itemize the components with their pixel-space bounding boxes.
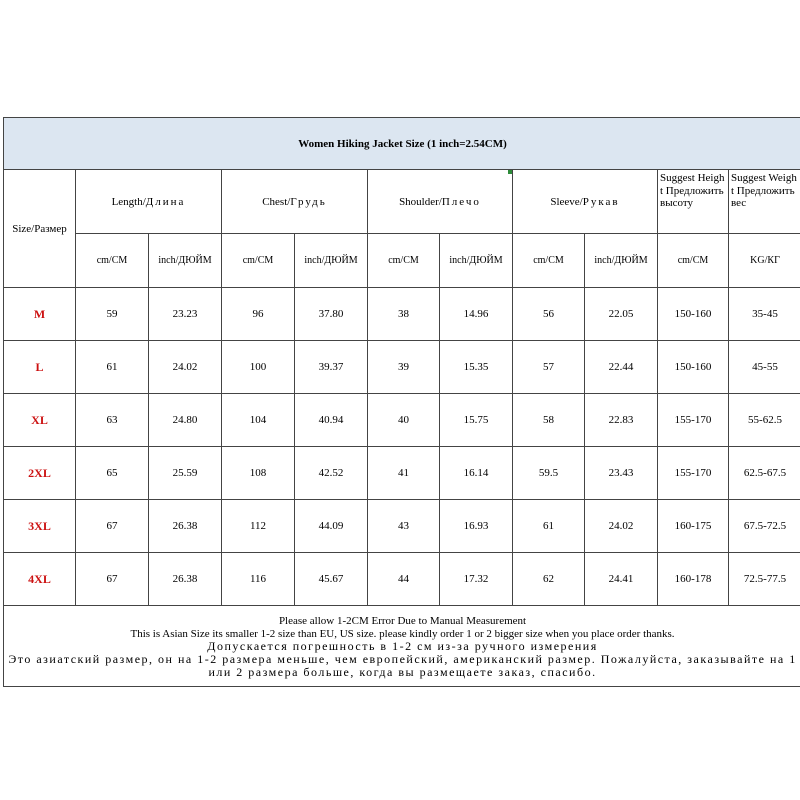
shoulder-inch-cell: 14.96 — [440, 288, 513, 341]
table-title: Women Hiking Jacket Size (1 inch=2.54CM) — [4, 118, 800, 170]
weight-range-cell: 45-55 — [729, 341, 800, 394]
chest-cm-cell: 108 — [222, 447, 295, 500]
suggest-height-header: Suggest Height Предложить высоту — [658, 170, 729, 234]
length-inch-cell: 25.59 — [149, 447, 222, 500]
length-inch-cell: 24.02 — [149, 341, 222, 394]
sleeve-inch-subheader: inch/ДЮЙМ — [585, 234, 658, 288]
length-cm-cell: 67 — [76, 500, 149, 553]
weight-range-cell: 35-45 — [729, 288, 800, 341]
chest-cm-subheader: cm/СМ — [222, 234, 295, 288]
table-row — [4, 553, 800, 606]
sleeve-cm-subheader: cm/СМ — [513, 234, 585, 288]
weight-range-cell: 55-62.5 — [729, 394, 800, 447]
size-chart — [3, 117, 797, 682]
size-table — [3, 117, 800, 687]
size-label-cell: 4XL — [4, 553, 76, 606]
table-row — [4, 288, 800, 341]
chest-inch-subheader: inch/ДЮЙМ — [295, 234, 368, 288]
chest-cm-cell: 104 — [222, 394, 295, 447]
length-cm-cell: 59 — [76, 288, 149, 341]
size-label-cell: M — [4, 288, 76, 341]
shoulder-cm-cell: 41 — [368, 447, 440, 500]
footer-note — [4, 606, 800, 687]
shoulder-inch-cell: 16.93 — [440, 500, 513, 553]
height-range-cell: 160-175 — [658, 500, 729, 553]
chest-inch-cell: 42.52 — [295, 447, 368, 500]
length-inch-cell: 26.38 — [149, 553, 222, 606]
chest-cm-cell: 112 — [222, 500, 295, 553]
suggest-weight-header: Suggest Weight Предложить вес — [729, 170, 800, 234]
size-label-cell: 3XL — [4, 500, 76, 553]
weight-range-cell: 72.5-77.5 — [729, 553, 800, 606]
height-range-cell: 150-160 — [658, 288, 729, 341]
sleeve-cm-cell: 59.5 — [513, 447, 585, 500]
size-label-cell: 2XL — [4, 447, 76, 500]
length-cm-cell: 63 — [76, 394, 149, 447]
table-row — [4, 447, 800, 500]
footer-line-4: Это азиатский размер, он на 1-2 размера меньше, чем европейский, американский размер. Пожалуйста, заказывайте на 1 или 2 размера больше, когда вы размещаете заказ, спасибо. — [8, 652, 797, 679]
size-label-cell: L — [4, 341, 76, 394]
footer-line-3: Допускается погрешность в 1-2 см из-за ручного измерения — [207, 639, 598, 653]
sleeve-cm-cell: 56 — [513, 288, 585, 341]
sleeve-cm-cell: 62 — [513, 553, 585, 606]
length-inch-subheader: inch/ДЮЙМ — [149, 234, 222, 288]
chest-header: Chest/Грудь — [222, 170, 368, 234]
chest-inch-cell: 37.80 — [295, 288, 368, 341]
height-range-cell: 160-178 — [658, 553, 729, 606]
shoulder-inch-cell: 16.14 — [440, 447, 513, 500]
size-header: Size/Размер — [4, 170, 76, 288]
height-range-cell: 155-170 — [658, 447, 729, 500]
shoulder-cm-cell: 43 — [368, 500, 440, 553]
chest-cm-cell: 96 — [222, 288, 295, 341]
size-label-cell: XL — [4, 394, 76, 447]
shoulder-cm-subheader: cm/СМ — [368, 234, 440, 288]
length-cm-cell: 67 — [76, 553, 149, 606]
shoulder-inch-cell: 15.75 — [440, 394, 513, 447]
length-inch-cell: 26.38 — [149, 500, 222, 553]
sleeve-inch-cell: 22.83 — [585, 394, 658, 447]
length-inch-cell: 24.80 — [149, 394, 222, 447]
shoulder-cm-cell: 44 — [368, 553, 440, 606]
shoulder-inch-subheader: inch/ДЮЙМ — [440, 234, 513, 288]
sleeve-header: Sleeve/Рукав — [513, 170, 658, 234]
height-range-cell: 155-170 — [658, 394, 729, 447]
length-inch-cell: 23.23 — [149, 288, 222, 341]
table-row — [4, 341, 800, 394]
height-cm-subheader: cm/СМ — [658, 234, 729, 288]
chest-inch-cell: 40.94 — [295, 394, 368, 447]
weight-range-cell: 67.5-72.5 — [729, 500, 800, 553]
shoulder-inch-cell: 17.32 — [440, 553, 513, 606]
shoulder-inch-cell: 15.35 — [440, 341, 513, 394]
sleeve-inch-cell: 24.41 — [585, 553, 658, 606]
length-cm-subheader: cm/СМ — [76, 234, 149, 288]
chest-inch-cell: 39.37 — [295, 341, 368, 394]
shoulder-cm-cell: 40 — [368, 394, 440, 447]
length-cm-cell: 65 — [76, 447, 149, 500]
sleeve-inch-cell: 23.43 — [585, 447, 658, 500]
chest-inch-cell: 45.67 — [295, 553, 368, 606]
chest-cm-cell: 116 — [222, 553, 295, 606]
footer-line-1: Please allow 1-2CM Error Due to Manual Measurement — [278, 615, 527, 627]
table-row — [4, 394, 800, 447]
length-cm-cell: 61 — [76, 341, 149, 394]
shoulder-header: Shoulder/Плечо — [368, 170, 513, 234]
weight-range-cell: 62.5-67.5 — [729, 447, 800, 500]
shoulder-cm-cell: 39 — [368, 341, 440, 394]
sleeve-inch-cell: 22.05 — [585, 288, 658, 341]
sleeve-inch-cell: 24.02 — [585, 500, 658, 553]
sleeve-cm-cell: 58 — [513, 394, 585, 447]
footer-line-2: This is Asian Size its smaller 1-2 size than EU, US size. please kindly order 1 or 2 bigger size when you place order thanks. — [130, 627, 675, 640]
chest-cm-cell: 100 — [222, 341, 295, 394]
shoulder-cm-cell: 38 — [368, 288, 440, 341]
weight-kg-subheader: KG/КГ — [729, 234, 800, 288]
green-marker — [508, 170, 512, 174]
sleeve-cm-cell: 61 — [513, 500, 585, 553]
length-header: Length/Длина — [76, 170, 222, 234]
table-row — [4, 500, 800, 553]
height-range-cell: 150-160 — [658, 341, 729, 394]
chest-inch-cell: 44.09 — [295, 500, 368, 553]
sleeve-inch-cell: 22.44 — [585, 341, 658, 394]
sleeve-cm-cell: 57 — [513, 341, 585, 394]
